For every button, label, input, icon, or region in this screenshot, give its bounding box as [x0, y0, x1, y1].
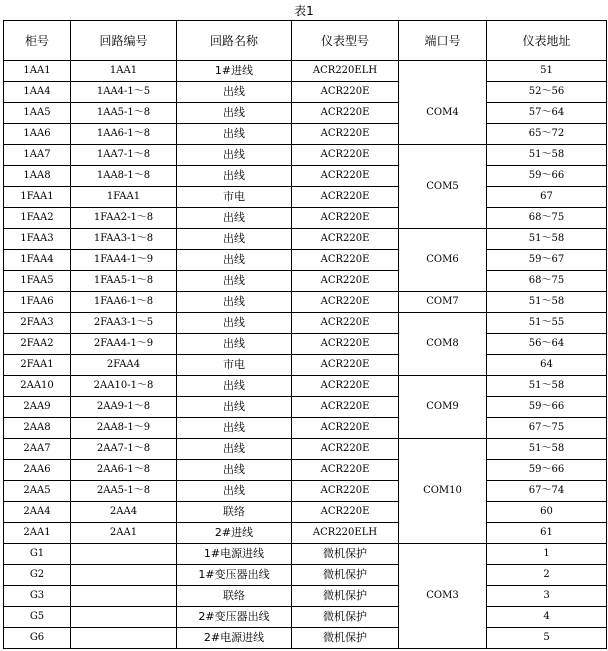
- table-row: [4, 460, 607, 481]
- cell-meter-address: 64: [487, 355, 607, 376]
- cell-meter-model: ACR220ELH: [292, 61, 399, 82]
- cell-meter-address: 1: [487, 544, 607, 565]
- cell-loop-number: 1AA8-1～8: [71, 166, 177, 187]
- header-port: 端口号: [399, 21, 487, 61]
- cell-meter-model: ACR220E: [292, 250, 399, 271]
- cell-loop-name: 出线: [177, 481, 292, 502]
- cell-loop-number: 2AA10-1～8: [71, 376, 177, 397]
- cell-cabinet: 1FAA2: [4, 208, 71, 229]
- table-row: [4, 334, 607, 355]
- table-row: [4, 502, 607, 523]
- cell-meter-address: 51～58: [487, 292, 607, 313]
- cell-meter-address: 56～64: [487, 334, 607, 355]
- cell-loop-name: 2#变压器出线: [177, 607, 292, 628]
- cell-loop-name: 2#电源进线: [177, 628, 292, 649]
- table-row: [4, 313, 607, 334]
- cell-meter-model: ACR220E: [292, 313, 399, 334]
- cell-cabinet: 2AA7: [4, 439, 71, 460]
- cell-cabinet: 2FAA2: [4, 334, 71, 355]
- cell-cabinet: G1: [4, 544, 71, 565]
- cell-meter-address: 3: [487, 586, 607, 607]
- cell-loop-name: 2#进线: [177, 523, 292, 544]
- cell-meter-model: ACR220E: [292, 187, 399, 208]
- cell-meter-model: ACR220E: [292, 334, 399, 355]
- cell-loop-name: 出线: [177, 418, 292, 439]
- cell-meter-model: ACR220E: [292, 397, 399, 418]
- table-row: [4, 565, 607, 586]
- cell-meter-model: ACR220E: [292, 481, 399, 502]
- cell-loop-name: 市电: [177, 355, 292, 376]
- cell-meter-address: 68～75: [487, 208, 607, 229]
- cell-meter-model: ACR220ELH: [292, 523, 399, 544]
- table-row: [4, 61, 607, 82]
- table-row: [4, 607, 607, 628]
- cell-loop-number: 1AA5-1～8: [71, 103, 177, 124]
- cell-meter-address: 5: [487, 628, 607, 649]
- cell-loop-number: 1FAA3-1～8: [71, 229, 177, 250]
- cell-meter-address: 67～74: [487, 481, 607, 502]
- cell-loop-number: 2AA9-1～8: [71, 397, 177, 418]
- cell-port: COM6: [399, 229, 487, 292]
- cell-loop-name: 出线: [177, 103, 292, 124]
- cell-cabinet: 1FAA1: [4, 187, 71, 208]
- cell-loop-number: 2AA4: [71, 502, 177, 523]
- cell-meter-address: 52～56: [487, 82, 607, 103]
- table-row: [4, 208, 607, 229]
- cell-loop-name: 出线: [177, 271, 292, 292]
- cell-loop-name: 出线: [177, 229, 292, 250]
- cell-meter-model: ACR220E: [292, 376, 399, 397]
- cell-cabinet: 2AA5: [4, 481, 71, 502]
- cell-port: COM3: [399, 544, 487, 649]
- header-loop-name: 回路名称: [177, 21, 292, 61]
- cell-meter-address: 51～58: [487, 376, 607, 397]
- cell-port: COM10: [399, 439, 487, 544]
- cell-loop-number: [71, 565, 177, 586]
- cell-loop-name: 1#进线: [177, 61, 292, 82]
- table-row: [4, 229, 607, 250]
- cell-meter-model: ACR220E: [292, 208, 399, 229]
- cell-cabinet: 1AA6: [4, 124, 71, 145]
- cell-loop-number: 1AA7-1～8: [71, 145, 177, 166]
- cell-cabinet: 2AA4: [4, 502, 71, 523]
- cell-meter-model: ACR220E: [292, 502, 399, 523]
- cell-loop-number: 1FAA1: [71, 187, 177, 208]
- cell-meter-model: ACR220E: [292, 103, 399, 124]
- cell-meter-model: ACR220E: [292, 292, 399, 313]
- cell-cabinet: G5: [4, 607, 71, 628]
- table-row: [4, 82, 607, 103]
- cell-meter-address: 4: [487, 607, 607, 628]
- cell-meter-model: ACR220E: [292, 166, 399, 187]
- cell-meter-address: 65～72: [487, 124, 607, 145]
- cell-loop-number: 2FAA4: [71, 355, 177, 376]
- cell-meter-model: ACR220E: [292, 271, 399, 292]
- cell-cabinet: 2AA6: [4, 460, 71, 481]
- cell-meter-address: 59～66: [487, 166, 607, 187]
- meter-address-table: [3, 20, 607, 649]
- cell-port: COM7: [399, 292, 487, 313]
- cell-cabinet: 2AA9: [4, 397, 71, 418]
- cell-meter-model: ACR220E: [292, 439, 399, 460]
- cell-meter-address: 67～75: [487, 418, 607, 439]
- cell-cabinet: 1AA8: [4, 166, 71, 187]
- cell-port-blank: [399, 61, 487, 82]
- cell-cabinet: 2AA1: [4, 523, 71, 544]
- cell-loop-number: 2AA8-1～9: [71, 418, 177, 439]
- header-loop-number: 回路编号: [71, 21, 177, 61]
- cell-port: COM9: [399, 376, 487, 439]
- cell-cabinet: 2AA10: [4, 376, 71, 397]
- cell-meter-address: 51: [487, 61, 607, 82]
- cell-loop-number: [71, 586, 177, 607]
- cell-meter-model: 微机保护: [292, 565, 399, 586]
- cell-cabinet: G2: [4, 565, 71, 586]
- cell-meter-model: 微机保护: [292, 586, 399, 607]
- cell-loop-name: 联络: [177, 502, 292, 523]
- cell-loop-name: 出线: [177, 292, 292, 313]
- table-row: [4, 481, 607, 502]
- cell-loop-number: 1FAA4-1～9: [71, 250, 177, 271]
- cell-cabinet: 1FAA5: [4, 271, 71, 292]
- cell-loop-name: 联络: [177, 586, 292, 607]
- table-row: [4, 145, 607, 166]
- header-meter-address: 仪表地址: [487, 21, 607, 61]
- cell-meter-address: 59～66: [487, 397, 607, 418]
- cell-meter-model: ACR220E: [292, 418, 399, 439]
- cell-loop-name: 出线: [177, 439, 292, 460]
- cell-cabinet: 2FAA1: [4, 355, 71, 376]
- cell-loop-name: 出线: [177, 145, 292, 166]
- cell-meter-model: ACR220E: [292, 82, 399, 103]
- cell-meter-model: ACR220E: [292, 355, 399, 376]
- cell-meter-address: 51～58: [487, 229, 607, 250]
- cell-cabinet: 1FAA3: [4, 229, 71, 250]
- cell-loop-number: 2AA6-1～8: [71, 460, 177, 481]
- cell-loop-name: 出线: [177, 334, 292, 355]
- cell-meter-model: 微机保护: [292, 607, 399, 628]
- cell-meter-address: 59～67: [487, 250, 607, 271]
- cell-loop-name: 出线: [177, 250, 292, 271]
- cell-loop-name: 出线: [177, 166, 292, 187]
- cell-port: COM8: [399, 313, 487, 376]
- cell-meter-model: ACR220E: [292, 460, 399, 481]
- cell-meter-model: 微机保护: [292, 544, 399, 565]
- cell-loop-name: 出线: [177, 313, 292, 334]
- cell-meter-address: 59～66: [487, 460, 607, 481]
- cell-meter-address: 68～75: [487, 271, 607, 292]
- cell-loop-number: 2FAA3-1～5: [71, 313, 177, 334]
- table-row: [4, 103, 607, 124]
- cell-cabinet: G6: [4, 628, 71, 649]
- cell-meter-address: 51～55: [487, 313, 607, 334]
- cell-loop-number: 1FAA5-1～8: [71, 271, 177, 292]
- cell-cabinet: 1AA4: [4, 82, 71, 103]
- cell-meter-address: 60: [487, 502, 607, 523]
- cell-cabinet: G3: [4, 586, 71, 607]
- cell-loop-name: 出线: [177, 376, 292, 397]
- table-row: [4, 124, 607, 145]
- table-row: [4, 544, 607, 565]
- cell-loop-number: [71, 607, 177, 628]
- cell-loop-name: 市电: [177, 187, 292, 208]
- table-row: [4, 292, 607, 313]
- cell-loop-name: 出线: [177, 208, 292, 229]
- cell-meter-model: ACR220E: [292, 124, 399, 145]
- cell-loop-number: [71, 628, 177, 649]
- cell-loop-number: 1FAA2-1～8: [71, 208, 177, 229]
- table-row: [4, 166, 607, 187]
- table-caption: 表1: [294, 4, 314, 18]
- cell-cabinet: 1FAA4: [4, 250, 71, 271]
- table-row: [4, 439, 607, 460]
- cell-meter-address: 51～58: [487, 439, 607, 460]
- table-row: [4, 628, 607, 649]
- cell-loop-number: 2AA5-1～8: [71, 481, 177, 502]
- cell-loop-number: 1AA4-1～5: [71, 82, 177, 103]
- table-body: [4, 61, 607, 649]
- table-row: [4, 586, 607, 607]
- header-row: [4, 21, 607, 61]
- cell-loop-number: 2AA7-1～8: [71, 439, 177, 460]
- cell-cabinet: 1AA1: [4, 61, 71, 82]
- cell-cabinet: 1AA5: [4, 103, 71, 124]
- cell-loop-number: 1AA6-1～8: [71, 124, 177, 145]
- cell-cabinet: 1FAA6: [4, 292, 71, 313]
- cell-port: COM5: [399, 145, 487, 229]
- cell-loop-number: 1FAA6-1～8: [71, 292, 177, 313]
- cell-loop-name: 出线: [177, 124, 292, 145]
- table-row: [4, 187, 607, 208]
- table-row: [4, 397, 607, 418]
- cell-meter-address: 2: [487, 565, 607, 586]
- header-meter-model: 仪表型号: [292, 21, 399, 61]
- cell-loop-name: 1#电源进线: [177, 544, 292, 565]
- cell-loop-number: [71, 544, 177, 565]
- table-row: [4, 523, 607, 544]
- cell-cabinet: 2FAA3: [4, 313, 71, 334]
- table-row: [4, 355, 607, 376]
- cell-meter-address: 51～58: [487, 145, 607, 166]
- cell-cabinet: 2AA8: [4, 418, 71, 439]
- cell-loop-number: 2FAA4-1～9: [71, 334, 177, 355]
- cell-meter-model: 微机保护: [292, 628, 399, 649]
- cell-loop-number: 2AA1: [71, 523, 177, 544]
- cell-loop-number: 1AA1: [71, 61, 177, 82]
- cell-loop-name: 出线: [177, 397, 292, 418]
- cell-meter-address: 67: [487, 187, 607, 208]
- cell-cabinet: 1AA7: [4, 145, 71, 166]
- cell-loop-name: 出线: [177, 460, 292, 481]
- header-cabinet: 柜号: [4, 21, 71, 61]
- cell-meter-model: ACR220E: [292, 229, 399, 250]
- cell-loop-name: 1#变压器出线: [177, 565, 292, 586]
- cell-meter-model: ACR220E: [292, 145, 399, 166]
- table-row: [4, 271, 607, 292]
- table-row: [4, 250, 607, 271]
- table-row: [4, 376, 607, 397]
- table-row: [4, 418, 607, 439]
- cell-meter-address: 61: [487, 523, 607, 544]
- cell-meter-address: 57～64: [487, 103, 607, 124]
- cell-port: COM4: [399, 82, 487, 145]
- cell-loop-name: 出线: [177, 82, 292, 103]
